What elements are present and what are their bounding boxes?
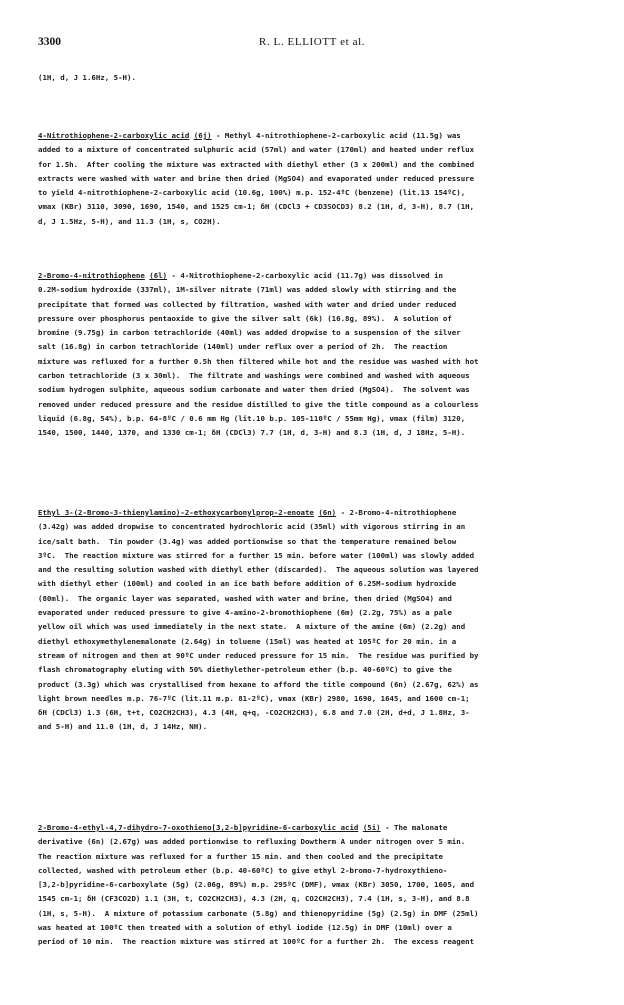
text-line: (1H, d, J 1.6Hz, 5-H).: [38, 73, 136, 82]
text-line: (1H, s, 5-H). A mixture of potassium carbonate (5.8g) and thienopyridine (5g) (2.5g) in DMF (25ml): [38, 908, 479, 918]
text-line: flash chromatography eluting with 50% diethylether-petroleum ether (b.p. 40-60ºC) to give the: [38, 665, 452, 675]
page-number: 3300: [38, 36, 61, 48]
text-line: product (3.3g) which was crystallised from hexane to afford the title compound (6n) (2.67g, 62%) as: [38, 679, 479, 689]
paragraph-first-line: [38, 821, 586, 835]
compound-title: 2-Bromo-4-ethyl-4,7-dihydro-7-oxothieno[3,2-b]pyridine-6-carboxylic acid: [38, 823, 359, 832]
paragraph-first-line: [38, 269, 586, 283]
text-line: d, J 1.5Hz, 5-H), and 11.3 (1H, s, CO2H).: [38, 216, 221, 226]
text-line: light brown needles m.p. 76-7ºC (lit.11 m.p. 81-2ºC), νmax (KBr) 2980, 1690, 1645, and 1600 cm-1;: [38, 693, 470, 703]
text-line: and 5-H) and 11.0 (1H, d, J 14Hz, NH).: [38, 722, 208, 732]
text-line: yellow oil which was used immediately in the next state. A mixture of the amine (6m) (2.2g) and: [38, 622, 466, 632]
first-line-text: - The malonate: [380, 823, 448, 832]
text-line: liquid (6.8g, 54%), b.p. 64-8ºC / 0.6 mm Hg (lit.10 b.p. 105-110ºC / 55mm Hg), νmax (film) 3120,: [38, 413, 466, 423]
paragraph-first-line: [38, 129, 586, 143]
compound-title: 2-Bromo-4-nitrothiophene: [38, 271, 145, 280]
text-line: stream of nitrogen and then at 90ºC under reduced pressure for 15 min. The residue was purified by: [38, 650, 479, 660]
text-line: sodium hydrogen sulphite, aqueous sodium carbonate and water then dried (MgSO4). The solvent was: [38, 385, 470, 395]
compound-label: (5i): [362, 823, 381, 832]
text-line: was heated at 100ºC then treated with a solution of ethyl iodide (12.5g) in DMF (10ml) over a: [38, 923, 452, 933]
paragraph-ethyl-thienylamino-enoate: [38, 506, 586, 735]
compound-label: (6n): [318, 508, 337, 517]
compound-label: (6l): [149, 271, 168, 280]
text-line: added to a mixture of concentrated sulphuric acid (57ml) and water (170ml) and heated under reflux: [38, 145, 475, 155]
text-line: salt (16.8g) in carbon tetrachloride (140ml) under reflux over a period of 2h. The reaction: [38, 342, 448, 352]
text-line: diethyl ethoxymethylenemalonate (2.64g) in toluene (15ml) was heated at 105ºC for 20 min. in a: [38, 636, 457, 646]
paragraph-bromo-nitrothiophene: [38, 269, 586, 441]
compound-label: (6j): [193, 131, 212, 140]
text-line: carbon tetrachloride (3 x 30ml). The filtrate and washings were combined and washed with aqueous: [38, 371, 470, 381]
first-line-text: - 4-Nitrothiophene-2-carboxylic acid (11.7g) was dissolved in: [167, 271, 443, 280]
text-line: 1545 cm-1; δH (CF3CO2D) 1.1 (3H, t, CO2CH2CH3), 4.3 (2H, q, CO2CH2CH3), 7.4 (1H, s, 3-H), and 8.8: [38, 894, 470, 904]
paragraph-thienopyridine-carboxylic-acid: [38, 821, 586, 950]
text-line: pressure over phosphorus pentaoxide to give the silver salt (6k) (16.8g, 89%). A solution of: [38, 313, 452, 323]
compound-title: Ethyl 3-(2-Bromo-3-thienylamino)-2-ethoxycarbonylprop-2-enoate: [38, 508, 314, 517]
text-line: (3.42g) was added dropwise to concentrated hydrochloric acid (35ml) with vigorous stirring in an: [38, 522, 466, 532]
text-line: extracts were washed with water and brine then dried (MgSO4) and evaporated under reduced pressure: [38, 173, 475, 183]
paragraph-first-line: [38, 506, 586, 520]
text-line: 3ºC. The reaction mixture was stirred for a further 15 min. before water (100ml) was slowly added: [38, 550, 475, 560]
text-line: ice/salt bath. Tin powder (3.4g) was added portionwise so that the temperature remained below: [38, 536, 457, 546]
first-line-text: - Methyl 4-nitrothiophene-2-carboxylic acid (11.5g) was: [211, 131, 461, 140]
text-line: and the resulting solution washed with diethyl ether (discarded). The aqueous solution was layered: [38, 565, 479, 575]
text-line: 0.2M-sodium hydroxide (337ml), 1M-silver nitrate (71ml) was added slowly with stirring and the: [38, 285, 457, 295]
text-line: δH (CDCl3) 1.3 (6H, t+t, CO2CH2CH3), 4.3 (4H, q+q, -CO2CH2CH3), 6.8 and 7.0 (2H, d+d, J 1.8Hz, 3-: [38, 708, 470, 718]
text-line: precipitate that formed was collected by filtration, washed with water and dried under reduced: [38, 299, 457, 309]
compound-title: 4-Nitrothiophene-2-carboxylic acid: [38, 131, 190, 140]
text-line: νmax (KBr) 3110, 3090, 1690, 1540, and 1525 cm-1; δH (CDCl3 + CD3SOCD3) 8.2 (1H, d, 3-H), 8.7 (1H,: [38, 202, 475, 212]
text-line: derivative (6n) (2.67g) was added portionwise to refluxing Dowtherm A under nitrogen over 5 min.: [38, 837, 466, 847]
text-line: bromine (9.75g) in carbon tetrachloride (40ml) was added dropwise to a suspension of the silver: [38, 328, 461, 338]
paragraph-nitrothiophene-carboxylic-acid: [38, 129, 586, 229]
text-line: [3,2-b]pyridine-6-carboxylate (5g) (2.06g, 89%) m.p. 295ºC (DMF), νmax (KBr) 3050, 1700, 1605, and: [38, 880, 475, 890]
running-head: R. L. ELLIOTT et al.: [258, 36, 366, 48]
text-line: mixture was refluxed for a further 0.5h then filtered while hot and the residue was washed with hot: [38, 356, 479, 366]
text-line: period of 10 min. The reaction mixture was stirred at 100ºC for a further 2h. The excess reagent: [38, 937, 475, 947]
text-line: The reaction mixture was refluxed for a further 15 min. and then cooled and the precipitate: [38, 851, 443, 861]
text-line: evaporated under reduced pressure to give 4-amino-2-bromothiophene (6m) (2.2g, 75%) as a pale: [38, 608, 452, 618]
text-line: removed under reduced pressure and the residue distilled to give the title compound as a colourless: [38, 399, 479, 409]
text-line: 1540, 1500, 1440, 1370, and 1330 cm-1; δH (CDCl3) 7.7 (1H, d, 3-H) and 8.3 (1H, d, J 18Hz, 5-H).: [38, 428, 466, 438]
first-line-text: - 2-Bromo-4-nitrothiophene: [336, 508, 457, 517]
text-line: with diethyl ether (100ml) and cooled in an ice bath before addition of 6.25M-sodium hydroxide: [38, 579, 457, 589]
text-line: for 1.5h. After cooling the mixture was extracted with diethyl ether (3 x 200ml) and the combined: [38, 159, 475, 169]
page-header: [38, 36, 586, 52]
text-line: to yield 4-nitrothiophene-2-carboxylic acid (10.6g, 100%) m.p. 152-4ºC (benzene) (lit.13 154ºC),: [38, 188, 466, 198]
text-line: (80ml). The organic layer was separated, washed with water and brine, then dried (MgSO4) and: [38, 593, 452, 603]
text-line: collected, washed with petroleum ether (b.p. 40-60ºC) to give ethyl 2-bromo-7-hydroxythieno-: [38, 865, 448, 875]
continued-text: [38, 71, 586, 85]
